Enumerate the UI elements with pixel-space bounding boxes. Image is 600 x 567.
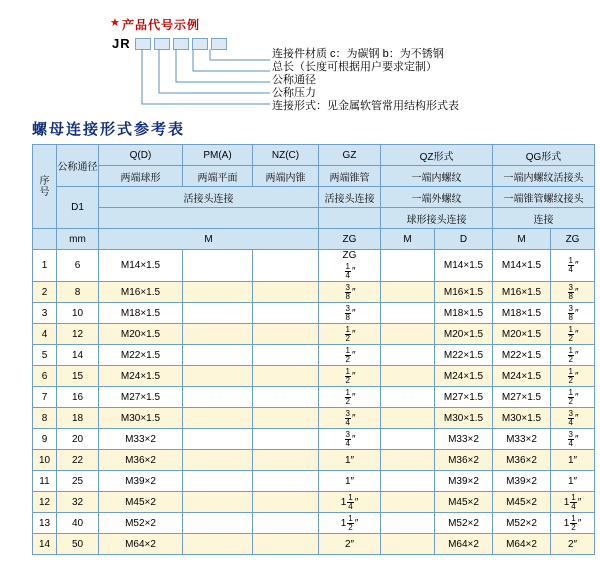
cell-q: M18×1.5 xyxy=(99,303,183,324)
cell-nz xyxy=(253,513,319,534)
cell-gz: 1″ xyxy=(319,471,381,492)
cell-qz-m xyxy=(381,282,435,303)
cell-dn: 22 xyxy=(57,450,99,471)
cell-qz-d: M45×2 xyxy=(435,492,493,513)
cell-qg-m: M24×1.5 xyxy=(493,366,551,387)
header-form-gz: 两端锥管 xyxy=(319,166,381,187)
header-thread-qg-zg: ZG xyxy=(551,229,595,250)
cell-pm xyxy=(183,492,253,513)
cell-seq: 3 xyxy=(33,303,57,324)
cell-qg-zg: $\frac{3}{4}$ ″ xyxy=(551,429,595,450)
table-row xyxy=(33,534,595,555)
cell-qg-zg: 1″ xyxy=(551,471,595,492)
code-label-list xyxy=(272,48,459,113)
cell-q: M39×2 xyxy=(99,471,183,492)
cell-qz-m xyxy=(381,534,435,555)
cell-qg-m: M30×1.5 xyxy=(493,408,551,429)
cell-pm xyxy=(183,250,253,282)
table-row xyxy=(33,408,595,429)
cell-qz-d: M52×2 xyxy=(435,513,493,534)
nut-connection-table xyxy=(32,144,595,555)
cell-nz xyxy=(253,366,319,387)
header-form2-qz: 一端外螺纹 xyxy=(381,187,493,208)
cell-qz-d: M14×1.5 xyxy=(435,250,493,282)
cell-dn: 18 xyxy=(57,408,99,429)
cell-dn: 14 xyxy=(57,345,99,366)
cell-dn: 25 xyxy=(57,471,99,492)
cell-qg-m: M18×1.5 xyxy=(493,303,551,324)
cell-dn: 20 xyxy=(57,429,99,450)
cell-pm xyxy=(183,408,253,429)
cell-qz-m xyxy=(381,345,435,366)
table-row xyxy=(33,250,595,282)
cell-qz-d: M22×1.5 xyxy=(435,345,493,366)
cell-qg-m: M16×1.5 xyxy=(493,282,551,303)
cell-qg-zg: $\frac{3}{8}$ ″ xyxy=(551,282,595,303)
cell-pm xyxy=(183,366,253,387)
cell-pm xyxy=(183,534,253,555)
header-seq: 序 号 xyxy=(33,145,57,229)
cell-qz-d: M30×1.5 xyxy=(435,408,493,429)
cell-qg-zg: $\frac{1}{2}$ ″ xyxy=(551,366,595,387)
header-row-units xyxy=(33,229,595,250)
header-group-qg: QG形式 xyxy=(493,145,595,166)
cell-qz-d: M18×1.5 xyxy=(435,303,493,324)
cell-qz-d: M27×1.5 xyxy=(435,387,493,408)
cell-qg-m: M27×1.5 xyxy=(493,387,551,408)
cell-nz xyxy=(253,303,319,324)
cell-pm xyxy=(183,303,253,324)
header-join-qz: 球形接头连接 xyxy=(381,208,493,229)
cell-nz xyxy=(253,345,319,366)
cell-qz-d: M20×1.5 xyxy=(435,324,493,345)
cell-qg-zg: 2″ xyxy=(551,534,595,555)
cell-seq: 12 xyxy=(33,492,57,513)
header-thread-qz-m: M xyxy=(381,229,435,250)
cell-qg-zg: 1 $\frac{1}{2}$ ″ xyxy=(551,513,595,534)
cell-nz xyxy=(253,450,319,471)
cell-q: M16×1.5 xyxy=(99,282,183,303)
header-form-nz: 两端内锥 xyxy=(253,166,319,187)
cell-gz: $\frac{3}{8}$ ″ xyxy=(319,303,381,324)
cell-pm xyxy=(183,282,253,303)
cell-seq: 2 xyxy=(33,282,57,303)
cell-qz-m xyxy=(381,387,435,408)
cell-dn: 32 xyxy=(57,492,99,513)
cell-gz: 1 $\frac{1}{4}$ ″ xyxy=(319,492,381,513)
code-label-nominal-pressure: 公称压力 xyxy=(272,87,316,99)
product-code-prefix: JR xyxy=(112,36,131,51)
cell-qz-m xyxy=(381,324,435,345)
table-head xyxy=(33,145,595,250)
cell-qg-zg: 1″ xyxy=(551,450,595,471)
cell-qg-zg: $\frac{3}{8}$ ″ xyxy=(551,303,595,324)
cell-seq: 7 xyxy=(33,387,57,408)
table-row xyxy=(33,450,595,471)
cell-dn: 40 xyxy=(57,513,99,534)
cell-seq: 13 xyxy=(33,513,57,534)
cell-qg-zg: $\frac{1}{4}$ ″ xyxy=(551,250,595,282)
cell-qg-zg: $\frac{1}{2}$ ″ xyxy=(551,345,595,366)
header-blank-q xyxy=(99,208,319,229)
header-dn: 公称通径 xyxy=(57,145,99,187)
cell-qz-d: M39×2 xyxy=(435,471,493,492)
cell-qg-m: M39×2 xyxy=(493,471,551,492)
cell-seq: 6 xyxy=(33,366,57,387)
cell-gz: $\frac{1}{2}$ ″ xyxy=(319,345,381,366)
cell-seq: 1 xyxy=(33,250,57,282)
cell-qz-m xyxy=(381,471,435,492)
code-label-connection-form: 连接形式：见金属软管常用结构形式表 xyxy=(272,100,459,112)
cell-gz: $\frac{1}{2}$ ″ xyxy=(319,387,381,408)
cell-qg-m: M64×2 xyxy=(493,534,551,555)
cell-qg-m: M52×2 xyxy=(493,513,551,534)
cell-gz: $\frac{1}{2}$ ″ xyxy=(319,324,381,345)
cell-gz: 2″ xyxy=(319,534,381,555)
cell-qz-d: M33×2 xyxy=(435,429,493,450)
cell-gz: $\frac{3}{4}$ ″ xyxy=(319,408,381,429)
cell-q: M64×2 xyxy=(99,534,183,555)
header-row-join2 xyxy=(33,208,595,229)
table-row xyxy=(33,282,595,303)
header-group-qz: QZ形式 xyxy=(381,145,493,166)
cell-gz: ZG $\frac{1}{4}$ ″ xyxy=(319,250,381,282)
cell-pm xyxy=(183,471,253,492)
header-row-form xyxy=(33,166,595,187)
table-row xyxy=(33,387,595,408)
cell-seq: 9 xyxy=(33,429,57,450)
table-row xyxy=(33,345,595,366)
table-row xyxy=(33,492,595,513)
header-group-nz: NZ(C) xyxy=(253,145,319,166)
header-group-gz: GZ xyxy=(319,145,381,166)
cell-qz-m xyxy=(381,450,435,471)
cell-q: M52×2 xyxy=(99,513,183,534)
cell-pm xyxy=(183,450,253,471)
cell-qg-m: M33×2 xyxy=(493,429,551,450)
cell-nz xyxy=(253,492,319,513)
cell-q: M36×2 xyxy=(99,450,183,471)
cell-seq: 8 xyxy=(33,408,57,429)
cell-pm xyxy=(183,345,253,366)
cell-nz xyxy=(253,250,319,282)
cell-qg-m: M14×1.5 xyxy=(493,250,551,282)
cell-qg-m: M22×1.5 xyxy=(493,345,551,366)
header-unit-mm: mm xyxy=(57,229,99,250)
cell-qg-zg: $\frac{1}{2}$ ″ xyxy=(551,324,595,345)
cell-q: M22×1.5 xyxy=(99,345,183,366)
cell-q: M45×2 xyxy=(99,492,183,513)
header-form-q: 两端球形 xyxy=(99,166,183,187)
code-label-material: 连接件材质 c：为碳钢 b：为不锈钢 xyxy=(272,48,444,60)
cell-dn: 50 xyxy=(57,534,99,555)
star-icon: ★ xyxy=(110,17,120,29)
cell-qz-m xyxy=(381,492,435,513)
cell-dn: 8 xyxy=(57,282,99,303)
table-row xyxy=(33,513,595,534)
header-join-qg: 连接 xyxy=(493,208,595,229)
cell-q: M30×1.5 xyxy=(99,408,183,429)
cell-seq: 10 xyxy=(33,450,57,471)
cell-nz xyxy=(253,534,319,555)
cell-seq: 5 xyxy=(33,345,57,366)
cell-nz xyxy=(253,471,319,492)
cell-qg-m: M36×2 xyxy=(493,450,551,471)
table-title: 螺母连接形式参考表 xyxy=(32,121,186,138)
cell-q: M33×2 xyxy=(99,429,183,450)
cell-dn: 10 xyxy=(57,303,99,324)
header-thread-zg: ZG xyxy=(319,229,381,250)
header-row-join xyxy=(33,187,595,208)
header-group-q: Q(D) xyxy=(99,145,183,166)
cell-qz-m xyxy=(381,513,435,534)
cell-qz-d: M36×2 xyxy=(435,450,493,471)
cell-nz xyxy=(253,408,319,429)
header-blank-gz xyxy=(319,208,381,229)
cell-dn: 15 xyxy=(57,366,99,387)
cell-nz xyxy=(253,429,319,450)
header-join-q: 活接头连接 xyxy=(99,187,319,208)
cell-qg-zg: $\frac{3}{4}$ ″ xyxy=(551,408,595,429)
cell-nz xyxy=(253,324,319,345)
header-form-qz: 一端内螺纹 xyxy=(381,166,493,187)
header-group-pm: PM(A) xyxy=(183,145,253,166)
cell-q: M20×1.5 xyxy=(99,324,183,345)
header-form-qg: 一端内螺纹活接头 xyxy=(493,166,595,187)
table-row xyxy=(33,303,595,324)
product-code-title: 产品代号示例 xyxy=(122,18,201,32)
cell-pm xyxy=(183,324,253,345)
code-label-length: 总长（长度可根据用户要求定制） xyxy=(272,61,437,73)
cell-gz: $\frac{1}{2}$ ″ xyxy=(319,366,381,387)
header-form-pm: 两端平面 xyxy=(183,166,253,187)
cell-seq: 11 xyxy=(33,471,57,492)
cell-q: M24×1.5 xyxy=(99,366,183,387)
header-thread-m: M xyxy=(99,229,319,250)
cell-qz-m xyxy=(381,408,435,429)
table-body xyxy=(33,250,595,555)
cell-qg-zg: $\frac{1}{2}$ ″ xyxy=(551,387,595,408)
cell-qz-m xyxy=(381,303,435,324)
cell-dn: 12 xyxy=(57,324,99,345)
table-row xyxy=(33,324,595,345)
cell-qz-d: M64×2 xyxy=(435,534,493,555)
cell-dn: 6 xyxy=(57,250,99,282)
cell-qg-zg: 1 $\frac{1}{4}$ ″ xyxy=(551,492,595,513)
table-row xyxy=(33,471,595,492)
header-unit-blank xyxy=(33,229,57,250)
cell-q: M27×1.5 xyxy=(99,387,183,408)
cell-nz xyxy=(253,282,319,303)
cell-qz-m xyxy=(381,366,435,387)
cell-qg-m: M45×2 xyxy=(493,492,551,513)
cell-gz: $\frac{3}{8}$ ″ xyxy=(319,282,381,303)
cell-gz: $\frac{3}{4}$ ″ xyxy=(319,429,381,450)
cell-seq: 4 xyxy=(33,324,57,345)
cell-dn: 16 xyxy=(57,387,99,408)
header-dn-sub: D1 xyxy=(57,187,99,229)
cell-seq: 14 xyxy=(33,534,57,555)
cell-qz-d: M24×1.5 xyxy=(435,366,493,387)
cell-qz-m xyxy=(381,250,435,282)
header-thread-qz-d: D xyxy=(435,229,493,250)
table-row xyxy=(33,366,595,387)
code-label-nominal-diameter: 公称通径 xyxy=(272,74,316,86)
cell-pm xyxy=(183,513,253,534)
header-thread-qg-m: M xyxy=(493,229,551,250)
cell-pm xyxy=(183,429,253,450)
product-code-diagram xyxy=(0,0,600,112)
cell-gz: 1″ xyxy=(319,450,381,471)
cell-q: M14×1.5 xyxy=(99,250,183,282)
cell-gz: 1 $\frac{1}{2}$ ″ xyxy=(319,513,381,534)
header-form2-qg: 一端锥管螺纹接头 xyxy=(493,187,595,208)
cell-nz xyxy=(253,387,319,408)
table-row xyxy=(33,429,595,450)
header-join-gz: 活接头连接 xyxy=(319,187,381,208)
header-row-code xyxy=(33,145,595,166)
cell-qg-m: M20×1.5 xyxy=(493,324,551,345)
cell-pm xyxy=(183,387,253,408)
cell-qz-d: M16×1.5 xyxy=(435,282,493,303)
cell-qz-m xyxy=(381,429,435,450)
